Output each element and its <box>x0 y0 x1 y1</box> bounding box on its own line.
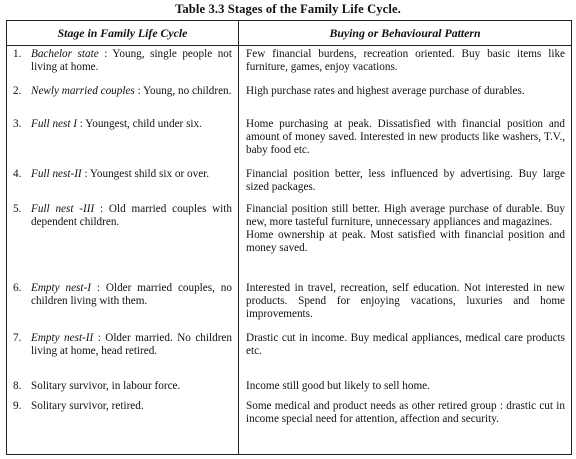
stage-cell <box>7 201 239 280</box>
pattern-text: Financial position still better. High average purchase of durable. Buy new, more tasteful furniture, unnecessary appliances and magazines. <box>246 202 565 228</box>
stage-cell <box>7 166 239 201</box>
table-caption: Table 3.3 Stages of the Family Life Cycle. <box>175 2 401 16</box>
stage-cell <box>7 330 239 378</box>
pattern-cell <box>239 201 572 280</box>
row-number: 7. <box>13 331 22 344</box>
table-row <box>7 330 572 378</box>
stage-description: Solitary survivor, retired. <box>31 399 144 412</box>
pattern-cell <box>239 280 572 330</box>
row-number: 2. <box>13 84 22 97</box>
stage-description: : Older married couples, no children living with them. <box>31 281 232 307</box>
stage-name: Full nest-II <box>31 167 82 180</box>
pattern-text: High purchase rates and highest average purchase of durables. <box>246 84 525 97</box>
family-life-cycle-table <box>6 20 572 455</box>
row-number: 1. <box>13 48 22 60</box>
stage-cell <box>7 398 239 455</box>
stage-cell <box>7 83 239 116</box>
row-number: 6. <box>13 281 22 294</box>
pattern-cell <box>239 166 572 201</box>
pattern-text-extra: Home ownership at peak. Most satisfied with financial position and money saved. <box>246 228 565 254</box>
pattern-text: Interested in travel, recreation, self education. Not interested in new products. Spend for enjoying vacations, luxuries and home improvements. <box>246 281 565 320</box>
pattern-column-header: Buying or Behavioural Pattern <box>239 21 572 46</box>
stage-name: Empty nest-I <box>31 281 91 294</box>
row-number: 3. <box>13 117 22 130</box>
stage-description: : Young, single people not living at home. <box>31 48 232 73</box>
pattern-text: Few financial burdens, recreation oriented. Buy basic items like furniture, games, enjoy vacations. <box>246 48 565 73</box>
stage-cell <box>7 378 239 398</box>
table-row <box>7 46 572 83</box>
stage-name: Full nest -III <box>31 202 95 215</box>
stage-name: Empty nest-II <box>31 331 94 344</box>
stage-description: Solitary survivor, in labour force. <box>31 379 181 392</box>
stage-name: Full nest I <box>31 117 77 130</box>
stage-cell <box>7 46 239 83</box>
pattern-text: Drastic cut in income. Buy medical appliances, medical care products etc. <box>246 331 565 357</box>
table-row <box>7 116 572 166</box>
stage-description: : Old married couples with dependent children. <box>31 202 232 228</box>
stage-description: : Older married. No children living at home, head retired. <box>31 331 232 357</box>
stage-description: : Young, no children. <box>134 84 232 97</box>
table-header-row <box>7 21 572 46</box>
stage-cell <box>7 280 239 330</box>
pattern-cell <box>239 330 572 378</box>
row-number: 4. <box>13 167 22 180</box>
row-number: 9. <box>13 399 22 412</box>
pattern-text: Some medical and product needs as other retired group : drastic cut in income special need for attention, affection and security. <box>246 399 565 425</box>
row-number: 5. <box>13 202 22 215</box>
table-row <box>7 201 572 280</box>
pattern-cell <box>239 83 572 116</box>
stage-name: Bachelor state <box>31 48 99 60</box>
stage-column-header: Stage in Family Life Cycle <box>7 21 239 46</box>
table-row <box>7 166 572 201</box>
table-row <box>7 378 572 398</box>
pattern-cell <box>239 398 572 455</box>
stage-description: : Youngest, child under six. <box>77 117 202 130</box>
row-number: 8. <box>13 379 22 392</box>
pattern-cell <box>239 378 572 398</box>
pattern-cell <box>239 46 572 83</box>
stage-name: Newly married couples <box>31 84 135 97</box>
pattern-text: Financial position better, less influenced by advertising. Buy large sized packages. <box>246 167 565 193</box>
stage-cell <box>7 116 239 166</box>
pattern-text: Home purchasing at peak. Dissatisfied with financial position and amount of money saved. Interested in new products like washers, T.V., baby food etc. <box>246 117 565 156</box>
stage-description: : Youngest shild six or over. <box>81 167 210 180</box>
table-row <box>7 398 572 455</box>
table-row <box>7 83 572 116</box>
table-row <box>7 280 572 330</box>
pattern-cell <box>239 116 572 166</box>
pattern-text: Income still good but likely to sell home. <box>246 379 430 392</box>
